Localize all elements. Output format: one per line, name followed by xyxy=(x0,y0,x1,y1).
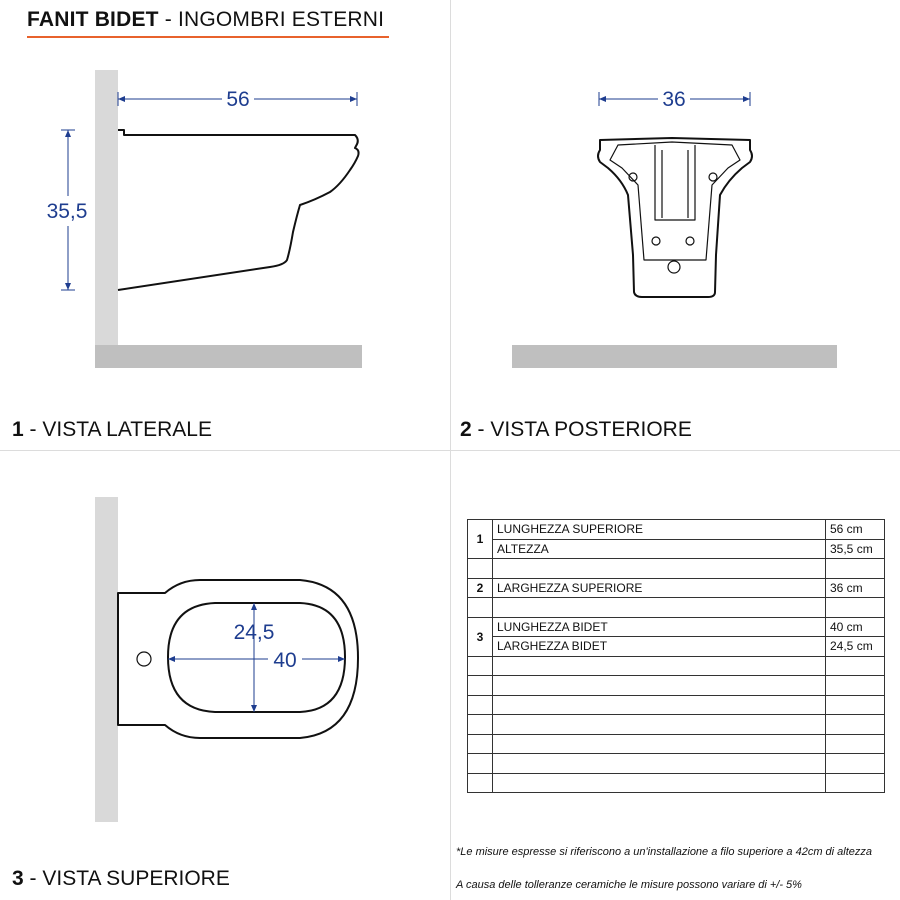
rear-view-label xyxy=(460,418,692,442)
table-row-empty xyxy=(468,754,885,774)
row-value: 36 cm xyxy=(826,578,885,598)
bidet-width-dimension xyxy=(234,603,275,712)
tap-hole xyxy=(137,652,151,666)
wall xyxy=(95,497,118,822)
group-number: 1 xyxy=(468,520,493,559)
bidet-length-value: 40 xyxy=(273,649,297,672)
table-row-empty xyxy=(468,656,885,676)
height-value: 35,5 xyxy=(46,200,88,223)
table-row-empty xyxy=(468,559,885,579)
view-number: 2 xyxy=(460,418,472,441)
row-value: 40 cm xyxy=(826,617,885,637)
view-title: - VISTA SUPERIORE xyxy=(23,867,230,890)
length-value: 56 xyxy=(226,88,250,111)
bidet-side-outline xyxy=(118,130,359,290)
bidet-length-dimension xyxy=(168,649,345,672)
table-row-empty xyxy=(468,734,885,754)
floor xyxy=(512,345,837,368)
row-value: 56 cm xyxy=(826,520,885,540)
row-label: LARGHEZZA SUPERIORE xyxy=(493,578,826,598)
table-row-empty xyxy=(468,598,885,618)
table-row xyxy=(468,617,885,637)
row-label: LARGHEZZA BIDET xyxy=(493,637,826,657)
view-title: - VISTA POSTERIORE xyxy=(471,418,692,441)
side-view-drawing xyxy=(0,0,450,450)
length-dimension xyxy=(118,88,357,111)
view-number: 1 xyxy=(12,418,24,441)
tolerance-note: A causa delle tolleranze ceramiche le misure possono variare di +/- 5% xyxy=(456,879,802,891)
group-number: 2 xyxy=(468,578,493,598)
group-number: 3 xyxy=(468,617,493,656)
top-view-label xyxy=(12,867,230,891)
width-value: 36 xyxy=(662,88,686,111)
floor xyxy=(95,345,362,368)
table-row-empty xyxy=(468,773,885,793)
table-row xyxy=(468,539,885,559)
bowl-outline xyxy=(168,603,345,712)
table-row-empty xyxy=(468,676,885,696)
rear-view-drawing xyxy=(450,0,900,450)
view-number: 3 xyxy=(12,867,24,890)
table-row xyxy=(468,637,885,657)
bidet-rear-outline xyxy=(598,138,752,297)
row-value: 35,5 cm xyxy=(826,539,885,559)
title-subtitle: - INGOMBRI ESTERNI xyxy=(158,8,385,31)
table-row-empty xyxy=(468,695,885,715)
installation-note: *Le misure espresse si riferiscono a un'installazione a filo superiore a 42cm di altezza xyxy=(456,846,873,858)
height-dimension xyxy=(47,130,88,290)
row-label: LUNGHEZZA BIDET xyxy=(493,617,826,637)
width-dimension xyxy=(599,88,750,111)
view-title: - VISTA LATERALE xyxy=(23,418,212,441)
table-row xyxy=(468,578,885,598)
row-label: LUNGHEZZA SUPERIORE xyxy=(493,520,826,540)
bidet-width-value: 24,5 xyxy=(233,621,275,644)
table-row-empty xyxy=(468,715,885,735)
dimensions-table xyxy=(467,519,885,793)
table-row xyxy=(468,520,885,540)
row-label: ALTEZZA xyxy=(493,539,826,559)
side-view-label xyxy=(12,418,212,442)
top-view-drawing xyxy=(0,450,450,900)
row-value: 24,5 cm xyxy=(826,637,885,657)
title-product: FANIT BIDET xyxy=(27,8,159,31)
wall xyxy=(95,70,118,345)
